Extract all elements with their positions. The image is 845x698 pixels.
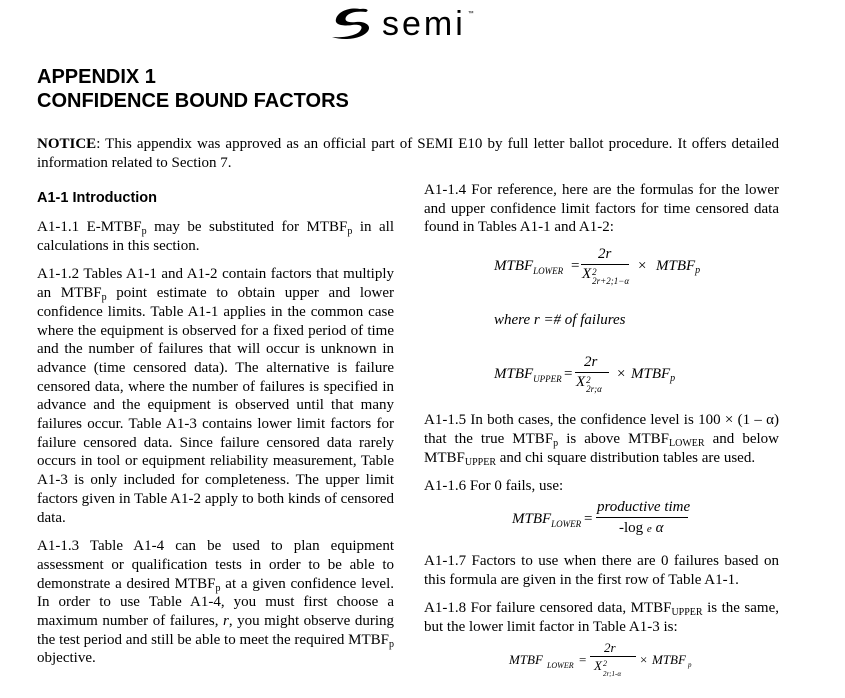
equation-mtbf-upper: $MTBF_{UPPER}$ = 2r X 2 $_{2r;\alpha}$ × $MTBF_p$ bbox=[494, 354, 676, 395]
appendix-title: APPENDIX 1 bbox=[37, 66, 156, 88]
appendix-subtitle: CONFIDENCE BOUND FACTORS bbox=[37, 90, 349, 112]
notice-text: : This appendix was approved as an official part of SEMI E10 by full letter ballot procedure. It offers detailed information related to Section 7. bbox=[37, 136, 779, 171]
fraction-bar bbox=[596, 517, 688, 518]
paragraph-a1-1-2: A1-1.2 Tables A1-1 and A1-2 contain factors that multiply an $MTBF_p$ point estimate to obtain upper and lower confidence limits. Table A1-1 applies in the common case where the equipment is observed for a fixed period of time and the number of failures that will occur is unknown in advance (time censored data). The alternative is failure censored data, where the number of failures is specified in advance and the equipment is observed until that many failures occur. Table A1-3 contains lower limit factors for failure censored data. Since failure censored data rarely occurs in tool or equipment reliability measurement, Table A1-3 is only included for completeness. The upper limit factors given in Table A1-2 apply to both kinds of censored data. bbox=[37, 266, 394, 526]
paragraph-a1-1-3: A1-1.3 Table A1-4 can be used to plan equipment assessment or qualification tests in order to be able to demonstrate a desired $MTBF_p$ at a given confidence level. In order to use Table A1-4, you must first choose a maximum number of failures, r, you might observe during the test period and still be able to meet the required $MTBF_p$ objective. bbox=[37, 538, 394, 667]
paragraph-a1-1-1: A1-1.1 $E-MTBF_p$ may be substituted for $MTBF_p$ in all calculations in this section. bbox=[37, 219, 394, 254]
left-column bbox=[37, 188, 394, 678]
section-heading: A1-1 Introduction bbox=[37, 190, 158, 206]
equation-mtbf-lower-failure-censored: MTBF $_{LOWER}$ = 2r X 2 $_{2r;1-\alpha}$ × MTBF $_p$ bbox=[509, 639, 692, 678]
paragraph-a1-1-5: A1-1.5 In both cases, the confidence level is 100 × (1 – α) that the true $MTBF_p$ is above $MTBF_{LOWER}$ and below $MTBF_{UPPER}$ and chi square distribution tables are used. bbox=[424, 412, 779, 468]
paragraph-a1-1-4: A1-1.4 For reference, here are the formulas for the lower and upper confidence limit factors for time censored data found in Tables A1-1 and A1-2: bbox=[424, 182, 779, 236]
notice-label: NOTICE bbox=[37, 136, 97, 152]
notice-paragraph bbox=[37, 135, 779, 173]
semi-swoosh-icon bbox=[330, 7, 376, 41]
appendix-heading bbox=[37, 65, 349, 113]
semi-logo bbox=[330, 4, 474, 44]
equation-where-clause: where r =# of failures bbox=[494, 312, 626, 329]
paragraph-a1-1-8: A1-1.8 For failure censored data, $MTBF_{UPPER}$ is the same, but the lower limit factor in Table A1-3 is: bbox=[424, 600, 779, 636]
equation-mtbf-lower-time: $MTBF_{LOWER}$ = 2r X 2 $_{2r+2;1-\alpha}$ × $MTBF_p$ bbox=[494, 246, 701, 287]
semi-logo-text: semi bbox=[382, 5, 466, 43]
right-column bbox=[424, 181, 779, 681]
paragraph-a1-1-7: A1-1.7 Factors to use when there are 0 failures based on this formula are given in the first row of Table A1-1. bbox=[424, 552, 779, 588]
equation-mtbf-lower-zero-fails: $MTBF_{LOWER}$ = productive time -log e α bbox=[512, 498, 691, 536]
trademark-mark: ™ bbox=[467, 11, 474, 17]
paragraph-a1-1-6: A1-1.6 For 0 fails, use: bbox=[424, 478, 564, 495]
